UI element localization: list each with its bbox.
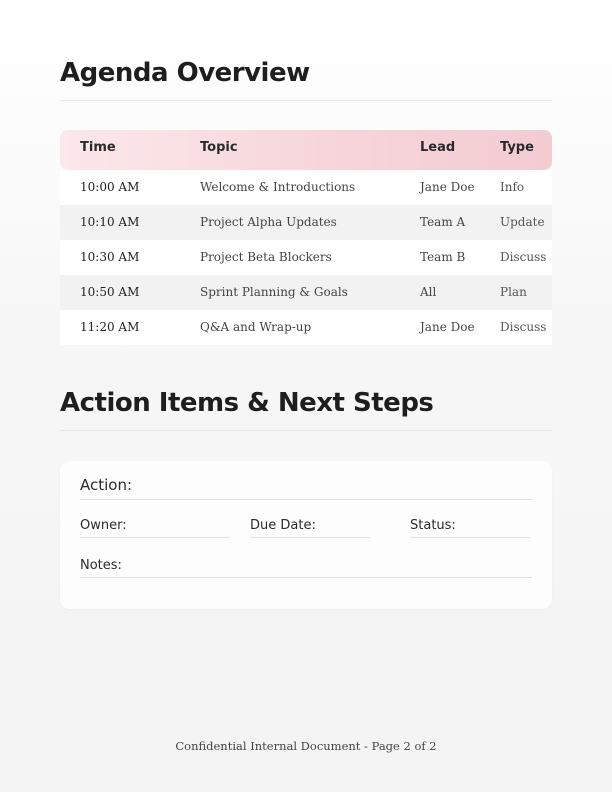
table-row: [60, 170, 552, 205]
notes-field[interactable]: [80, 554, 532, 578]
notes-label: Notes:: [80, 558, 122, 573]
cell-time: 10:00 AM: [80, 180, 140, 194]
cell-topic: Sprint Planning & Goals: [200, 285, 348, 299]
status-label: Status:: [410, 518, 456, 533]
owner-field[interactable]: [80, 514, 230, 538]
table-row: [60, 240, 552, 275]
actions-section-title: Action Items & Next Steps: [60, 388, 552, 431]
cell-type: Info: [500, 180, 525, 194]
due-date-label: Due Date:: [250, 518, 316, 533]
column-header-topic: Topic: [200, 140, 238, 155]
cell-topic: Welcome & Introductions: [200, 180, 356, 194]
agenda-table-header: [60, 130, 552, 170]
cell-topic: Project Beta Blockers: [200, 250, 332, 264]
table-row: [60, 205, 552, 240]
table-row: [60, 310, 552, 345]
column-header-lead: Lead: [420, 140, 456, 155]
column-header-time: Time: [80, 140, 116, 155]
status-field[interactable]: [410, 514, 530, 538]
agenda-section-title: Agenda Overview: [60, 58, 552, 101]
action-item-card: [60, 461, 552, 609]
cell-topic: Project Alpha Updates: [200, 215, 337, 229]
page-footer: Confidential Internal Document - Page 2 of 2: [175, 739, 437, 753]
cell-lead: Team B: [420, 250, 466, 264]
cell-type: Plan: [500, 285, 527, 299]
cell-topic: Q&A and Wrap-up: [200, 320, 312, 334]
agenda-table: [60, 130, 552, 345]
cell-time: 10:10 AM: [80, 215, 140, 229]
cell-lead: Team A: [420, 215, 466, 229]
cell-time: 10:30 AM: [80, 250, 140, 264]
table-row: [60, 275, 552, 310]
cell-type: Discuss: [500, 320, 547, 334]
due-date-field[interactable]: [250, 514, 370, 538]
cell-lead: Jane Doe: [420, 180, 475, 194]
cell-type: Update: [500, 215, 545, 229]
cell-type: Discuss: [500, 250, 547, 264]
column-header-type: Type: [500, 140, 534, 155]
cell-lead: All: [420, 285, 437, 299]
cell-lead: Jane Doe: [420, 320, 475, 334]
cell-time: 11:20 AM: [80, 320, 140, 334]
owner-label: Owner:: [80, 518, 127, 533]
action-field[interactable]: [80, 475, 532, 500]
action-label: Action:: [80, 476, 133, 494]
cell-time: 10:50 AM: [80, 285, 140, 299]
